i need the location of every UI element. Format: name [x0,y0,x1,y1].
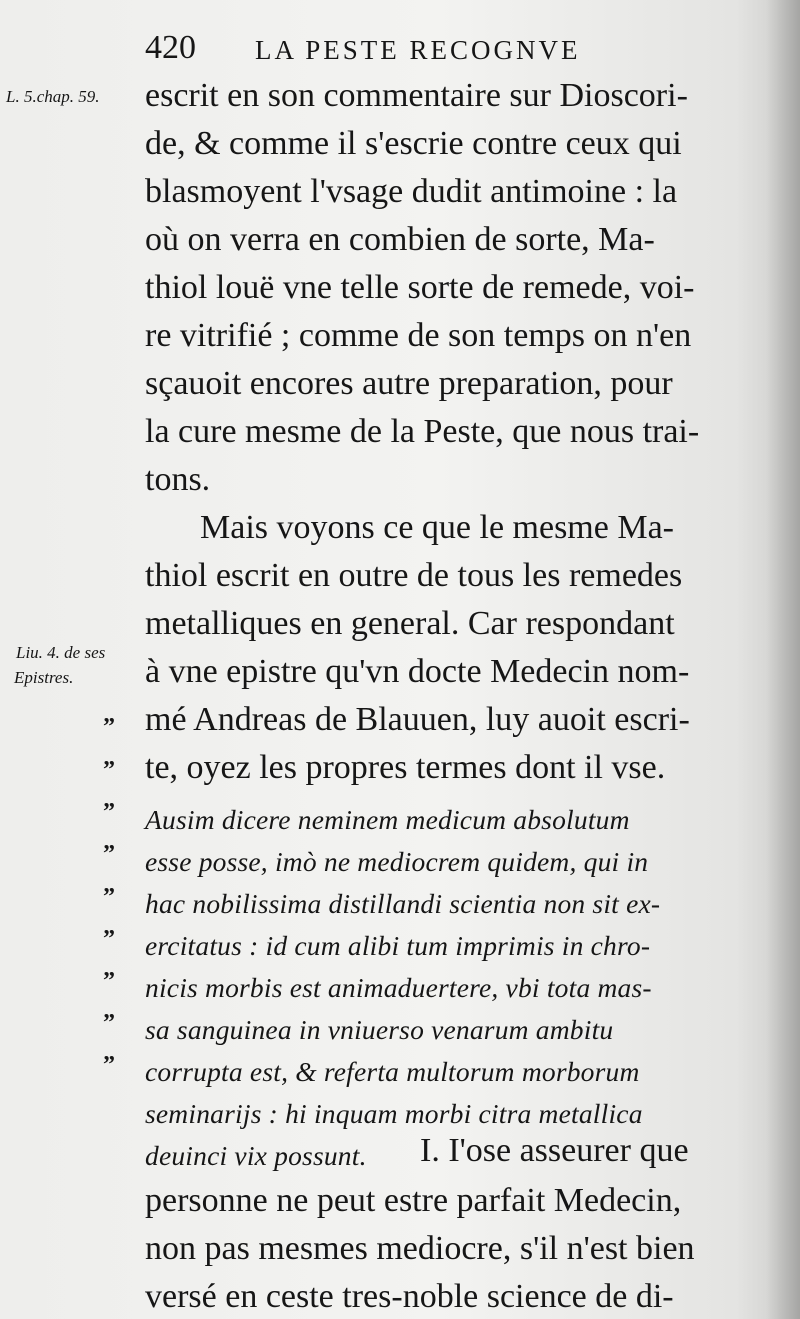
latin-quote-line: Ausim dicere neminem medicum absolutum [145,804,630,835]
quote-mark: ” [103,1010,115,1036]
text-line: re vitrifié ; comme de son temps on n'en [145,317,692,354]
text-line: mé Andreas de Blauuen, luy auoit escri- [145,701,690,738]
text-line: versé en ceste tres-noble science de di- [145,1278,674,1315]
text-line: metalliques en general. Car respondant [145,605,675,642]
text-line: à vne epistre qu'vn docte Medecin nom- [145,653,690,690]
text-line: de, & comme il s'escrie contre ceux qui [145,125,682,162]
page-number: 420 [145,29,196,66]
margin-note-letters: Liu. 4. de ses [16,643,106,662]
text-line: thiol escrit en outre de tous les remedes [145,557,683,594]
text-line: blasmoyent l'vsage dudit antimoine : la [145,173,678,210]
quote-mark: ” [103,884,115,910]
quote-mark: ” [103,1052,115,1078]
quote-mark: ” [103,757,115,783]
margin-note-letters-2: Epistres. [14,668,74,687]
quote-mark: ” [103,926,115,952]
latin-quote-line: corrupta est, & referta multorum morborum [145,1056,640,1087]
text-line: non pas mesmes mediocre, s'il n'est bien [145,1230,695,1267]
text-line: I. I'ose asseurer que [420,1132,689,1169]
text-line: thiol louë vne telle sorte de remede, voi- [145,269,695,306]
latin-quote-line: esse posse, imò ne mediocrem quidem, qui in [145,846,649,877]
running-title: LA PESTE RECOGNVE [255,35,581,65]
page-header [145,26,645,70]
latin-quote-line: sa sanguinea in vniuerso venarum ambitu [145,1014,614,1045]
text-line: te, oyez les propres termes dont il vse. [145,749,666,786]
margin-note-reference: L. 5.chap. 59. [6,87,100,106]
text-line: tons. [145,461,211,498]
text-line: personne ne peut estre parfait Medecin, [145,1182,682,1219]
text-line: sçauoit encores autre preparation, pour [145,365,673,402]
latin-quote-line: nicis morbis est animaduertere, vbi tota mas- [145,972,652,1003]
latin-quote-line: ercitatus : id cum alibi tum imprimis in chro- [145,930,651,961]
latin-quote-line: hac nobilissima distillandi scientia non sit ex- [145,888,661,919]
text-line: où on verra en combien de sorte, Ma- [145,221,655,258]
latin-quote-line: seminarijs : hi inquam morbi citra metallica [145,1098,643,1129]
text-line: escrit en son commentaire sur Dioscori- [145,77,688,114]
quote-mark: ” [103,968,115,994]
quote-mark: ” [103,841,115,867]
quote-mark: ” [103,799,115,825]
latin-quote-line: deuinci vix possunt. [145,1140,367,1171]
text-line: la cure mesme de la Peste, que nous trai- [145,413,700,450]
paragraph-start-line: Mais voyons ce que le mesme Ma- [200,509,674,546]
quote-mark: ” [103,714,115,740]
gutter-shadow [766,0,800,1319]
